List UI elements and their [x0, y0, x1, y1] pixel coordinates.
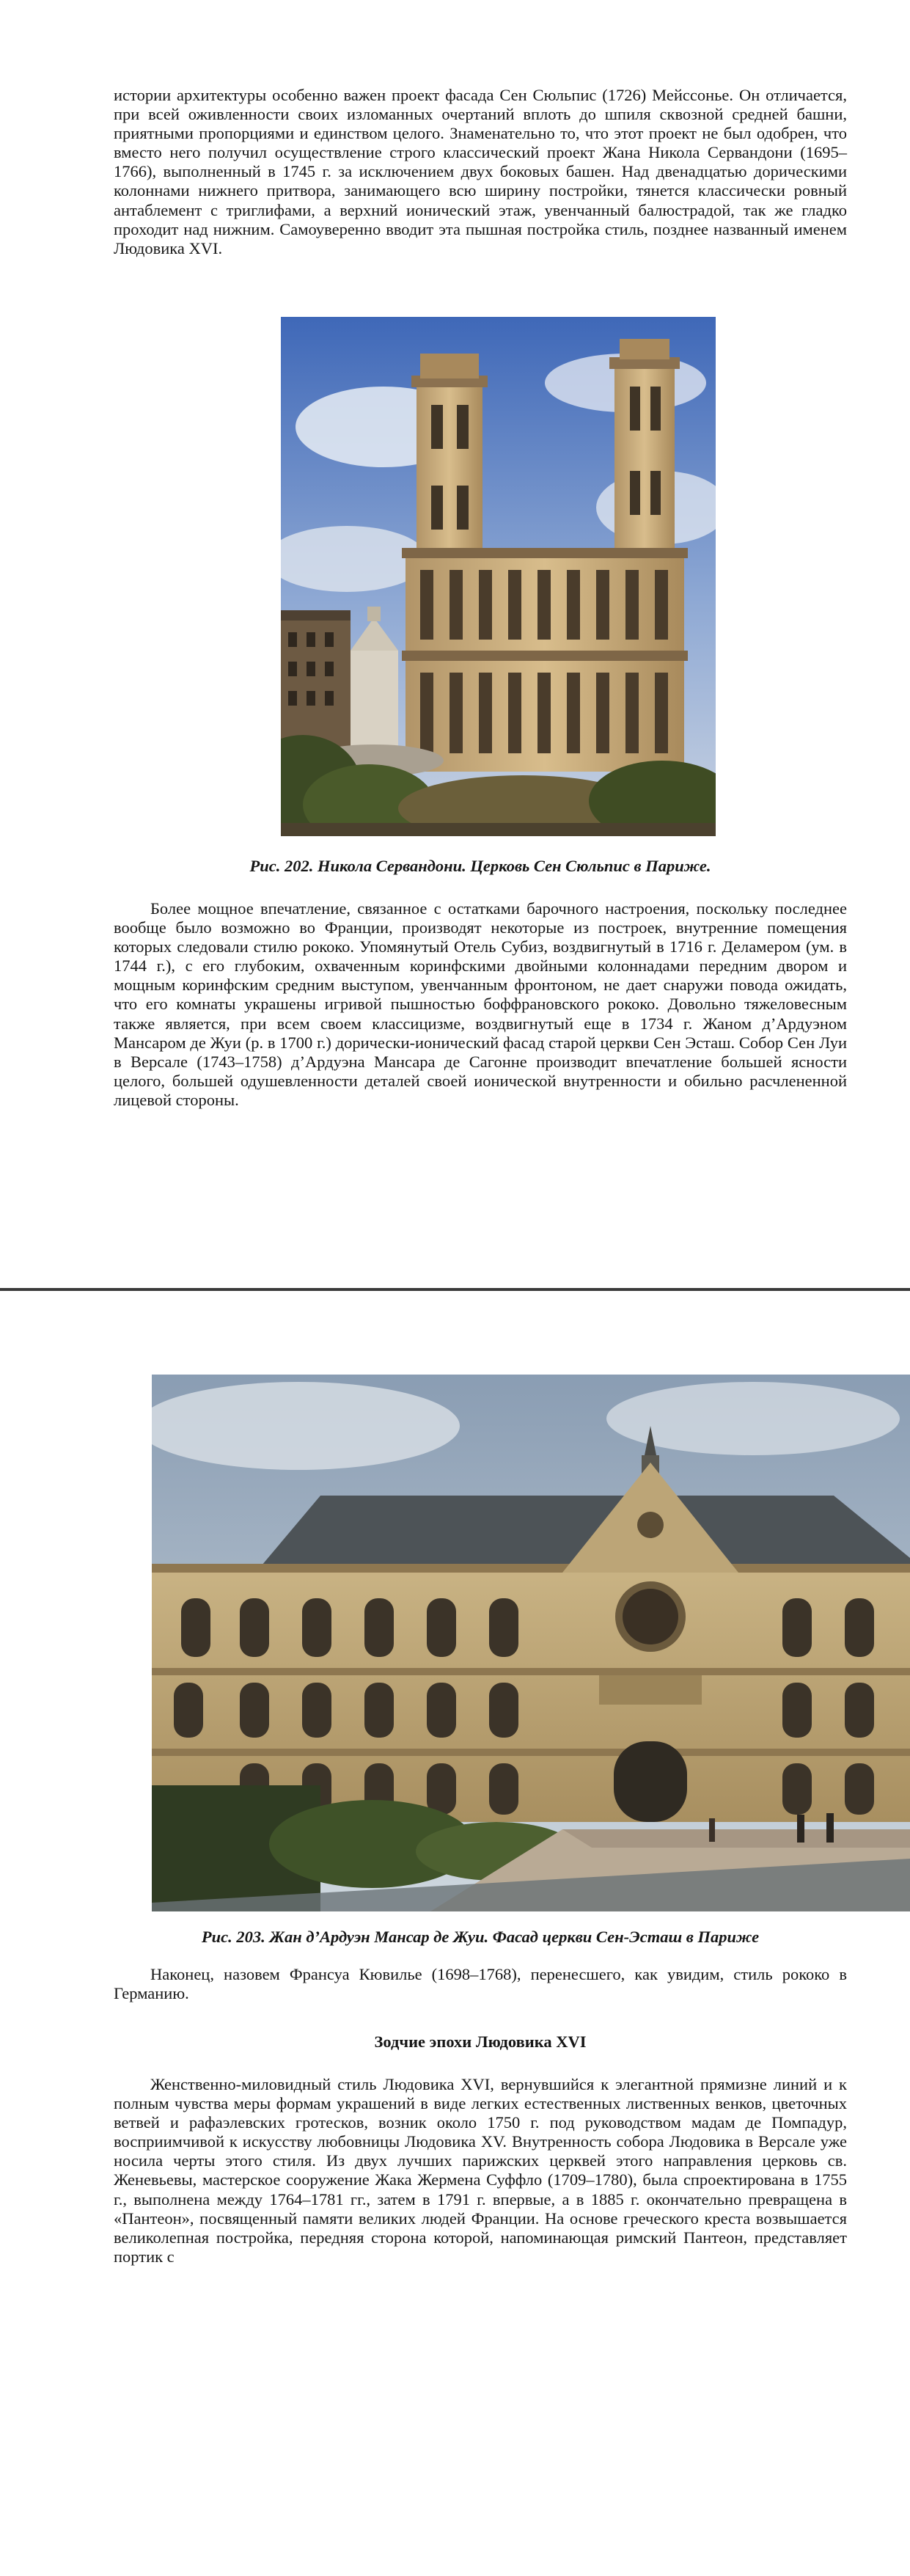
section-heading: Зодчие эпохи Людовика XVI — [374, 2032, 587, 2051]
page1-paragraph-1 — [114, 86, 847, 258]
figure-203-caption: Рис. 203. Жан д’Ардуэн Мансар де Жуи. Фасад церкви Сен-Эсташ в Париже — [201, 1928, 760, 1946]
page2-paragraph-2-text: Женственно-миловидный стиль Людовика XVI, вернувшийся к элегантной прямизне линий и к полным чувства меры формам украшений в виде легких естественных лиственных венков, цветочных ветвей и рафаэлевских гротесков, возник около 1750 г. под руководством мадам де Помпадур, восприимчивой к искусству любовницы Людовика XV. Внутренность собора Людовика в Версале уже носила черты этого стиля. Из двух лучших парижских церквей этого направления церковь св. Женевьевы, мастерское сооружение Жака Жермена Суффло (1709–1780), была спроектирована в 1755 г., выполнена между 1764–1781 гг., затем в 1791 г. впервые, а в 1885 г. окончательно превращена в «Пантеон», посвященный памяти великих людей Франции. На основе греческого креста возвышается великолепная постройка, передняя сторона которой, напоминающая римский Пантеон, представляет портик с — [114, 2075, 847, 2266]
page1-paragraph-2-text: Более мощное впечатление, связанное с остатками барочного настроения, поскольку последнее вообще было возможно во Франции, производят некоторые из построек, внутренние помещения которых следовали стилю рококо. Упомянутый Отель Субиз, воздвигнутый в 1716 г. Деламером (ум. в 1744 г.), с его глубоким, охваченным коринфскими двойными колоннадами передним двором и мощным коринфским средним выступом, увенчанным фронтоном, не дает снаружи повода ожидать, что его комнаты украшены игривой пышностью боффрановского рококо. Довольно тяжеловесным также является, при всем своем классицизме, воздвигнутый еще в 1734 г. Жаном д’Ардуэном Мансаром де Жуи (р. в 1700 г.) дорически-ионический фасад старой церкви Сен Эсташ. Собор Сен Луи в Версале (1743–1758) д’Ардуэна Мансара де Сагонне производит впечатление большей ясности целого, большей одушевленности деталей своей ионической внутренности и обильно расчлененной лицевой стороны. — [114, 899, 847, 1109]
page1-paragraph-2 — [114, 899, 847, 1110]
page1-paragraph-1-text: истории архитектуры особенно важен проект фасада Сен Сюльпис (1726) Мейссонье. Он отличается, при всей оживленности своих изломанных очертаний вплоть до шпиля сквозной средней башни, приятными пропорциями и единством целого. Знаменательно то, что этот проект не был одобрен, что вместо него получил осуществление строго классический проект Жана Никола Сервандони (1695–1766), выполненный в 1745 г. за исключением двух боковых башен. Над двенадцатью дорическими колоннами нижнего притвора, занимающего всю ширину постройки, тянется классически ровный антаблемент с триглифами, а верхний ионический этаж, увенчанный балюстрадой, так же гладко проходит над нижним. Самоуверенно вводит эта пышная постройка стиль, позднее названный именем Людовика XVI. — [114, 86, 847, 257]
page2-paragraph-1 — [114, 1965, 847, 2003]
page2-paragraph-2 — [114, 2075, 847, 2266]
saint-sulpice-photo — [281, 317, 716, 836]
figure-202-caption: Рис. 202. Никола Сервандони. Церковь Сен Сюльпис в Париже. — [249, 857, 711, 875]
page-2 — [0, 1291, 910, 2576]
page2-paragraph-1-text: Наконец, назовем Франсуа Кювилье (1698–1768), перенесшего, как увидим, стиль рококо в Германию. — [114, 1965, 847, 2003]
saint-eustache-photo — [152, 1375, 910, 1911]
